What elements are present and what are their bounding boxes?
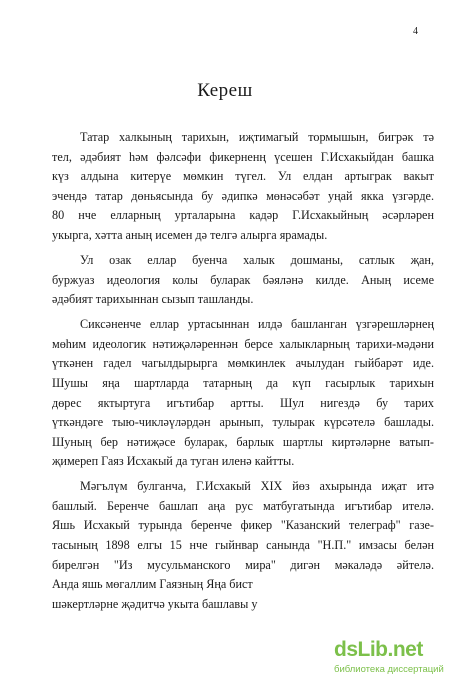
text-line: үткәнен гадел чагылдырырга мөмкинлек ачылудан гыйбарәт иде. [52, 356, 434, 371]
text-line: эчендә татар дөньясында бу әдипкә мөнәсәбәт уңай якка үзгәрде. [52, 188, 434, 203]
paragraph [52, 315, 434, 472]
text-line: Шуның бер нәтиҗәсе буларак, барлык шартлы киртәләрне ватып- [52, 434, 434, 449]
text-line: мөһим идеологик нәтиҗәләреннән берсе халыкларның тарихи-мәдәни [52, 336, 434, 351]
text-line: күз алдына китерүе мөмкин түгел. Ул елдан артыграк вакыт [52, 169, 434, 184]
paragraph [52, 128, 434, 246]
watermark-logo-text: dsLib.net [334, 638, 423, 661]
watermark-logo [334, 638, 444, 680]
text-line: Сиксәненче еллар уртасыннан илдә башланган үзгәрешләрнең [80, 317, 434, 332]
text-line: тасының 1898 елгы 15 нче гыйнвар санында "Н.П." имзасы белән [52, 538, 434, 553]
text-line: Татар халкының тарихын, иҗтимагый тормышын, бигрәк тә [80, 130, 434, 144]
page-number: 4 [413, 26, 418, 37]
paragraph [52, 251, 434, 310]
text-line: җимереп Гаяз Исхакый да туган иленә кайтты. [52, 454, 295, 469]
text-line: әдәбият тарихыннан сызып ташланды. [52, 292, 254, 307]
page-title: Кереш [197, 80, 253, 101]
text-line: Мәгълүм булганча, Г.Исхакый XIX йөз ахырында иҗат итә [80, 479, 434, 494]
paragraph [52, 477, 434, 614]
text-line: тел, әдәбият һәм фәлсәфи фикерненң үсешен Г.Исхакыйдан башка [52, 149, 434, 164]
text-line: Анда яшь мөгаллим Гаязның Яңа бист [52, 577, 253, 592]
watermark-subtitle: библиотека диссертаций [334, 664, 444, 675]
body-text [52, 128, 434, 614]
text-line: үткәндәге тыю-чикләүләрдән арынып, тулырак күрсәтелә башлады. [52, 415, 434, 430]
text-line: башлый. Беренче башлап аңа рус матбугатында игътибар ителә. [52, 498, 434, 513]
text-line: дөрес яктыртуга игътибар артты. Шул нигездә бу тарих [52, 395, 434, 410]
text-line: бирелгән "Из мусульманского мира" дигән мәкаләдә әйтелә. [52, 557, 434, 572]
text-line: шәкертләрне җәдитчә укыта башлавы у [52, 596, 258, 611]
text-line: 80 нче елларның урталарына кадәр Г.Исхакыйның әсәрләрен [52, 208, 434, 223]
text-line: Шушы яңа шартларда татарның да күп гасырлык тарихын [52, 375, 434, 390]
text-line: укырга, хәтта аның исемен дә телгә алырга ярамады. [52, 227, 328, 242]
text-line: буржуаз идеология колы буларак бәяләнә килде. Аның исеме [52, 272, 434, 287]
text-line: Ул озак еллар буенча халык дошманы, сатлык җан, [80, 252, 434, 267]
text-line: Яшь Исхакый турында беренче фикер "Казанский телеграф" газе- [52, 518, 434, 533]
